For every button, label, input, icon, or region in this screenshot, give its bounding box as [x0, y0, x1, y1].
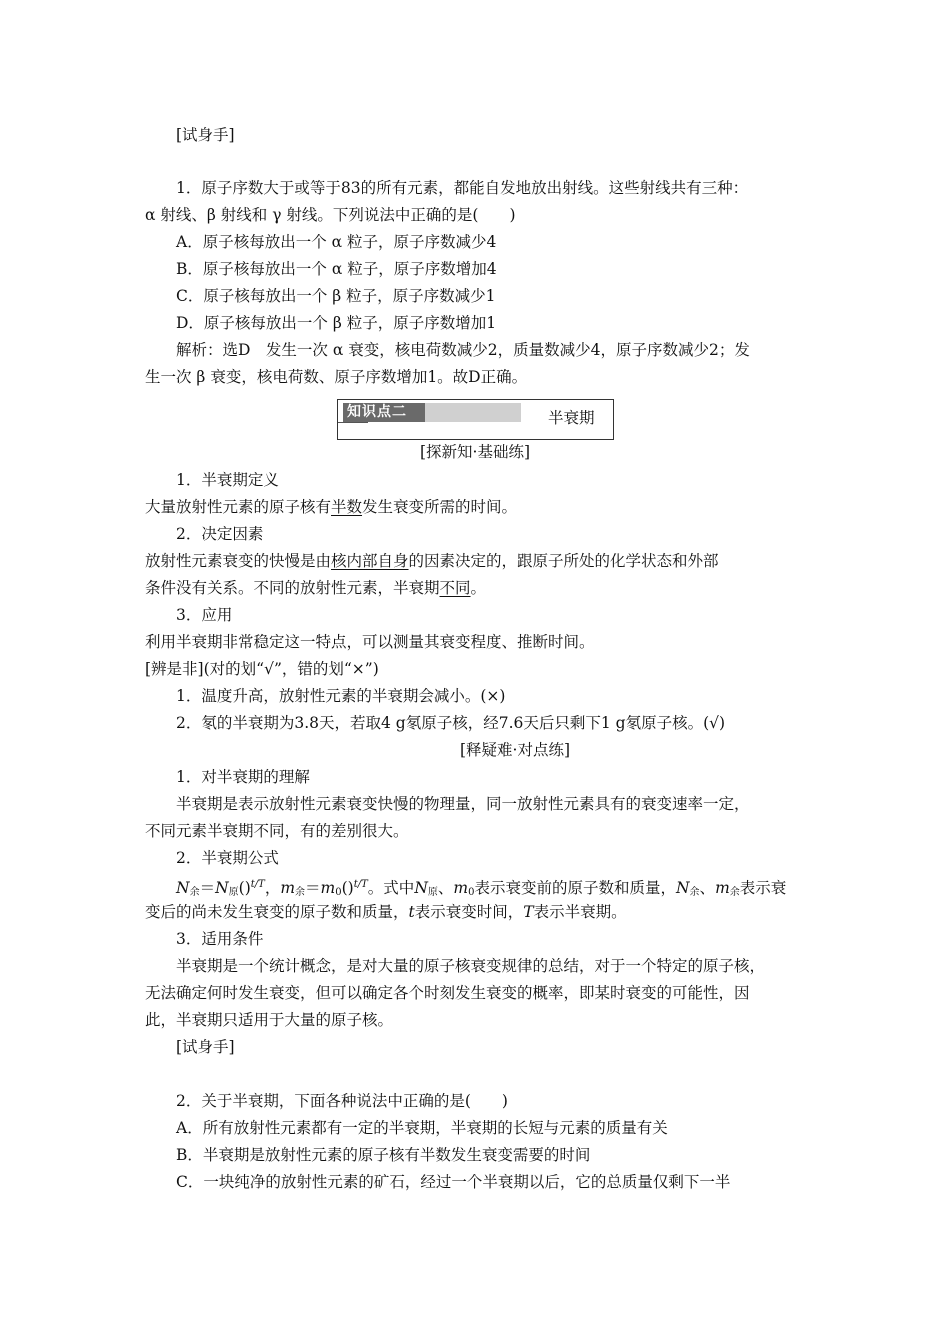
- section-label: [试身手]: [176, 126, 235, 144]
- option-a: A．原子核每放出一个 α 粒子，原子序数减少4: [176, 233, 497, 251]
- judgement-2: 2．氡的半衰期为3.8天，若取4 g氡原子核，经7.6天后只剩下1 g氡原子核。(√): [176, 714, 726, 732]
- paragraph-cont: 此，半衰期只适用于大量的原子核。: [145, 1011, 394, 1029]
- tag-pointer: [338, 422, 368, 423]
- judgement-1: 1．温度升高，放射性元素的半衰期会减小。(×): [176, 687, 506, 705]
- option-b: B．半衰期是放射性元素的原子核有半数发生衰变需要的时间: [176, 1146, 591, 1164]
- formula-explanation: 变后的尚未发生衰变的原子数和质量，t表示衰变时间，T表示半衰期。: [145, 903, 627, 921]
- underlined-term: 半数: [331, 498, 363, 516]
- section-label: [辨是非](对的划“√”，错的划“×”): [145, 660, 379, 678]
- question-1-stem-cont: α 射线、β 射线和 γ 射线。下列说法中正确的是( ): [145, 206, 516, 224]
- subsection-heading: [探新知·基础练]: [419, 443, 531, 461]
- option-b: B．原子核每放出一个 α 粒子，原子序数增加4: [176, 260, 497, 278]
- paragraph: 大量放射性元素的原子核有半数发生衰变所需的时间。: [145, 498, 518, 516]
- item-heading: 3．应用: [176, 606, 233, 624]
- option-d: D．原子核每放出一个 β 粒子，原子序数增加1: [176, 314, 497, 332]
- underlined-term: 不同: [439, 579, 471, 597]
- explanation: 解析：选D 发生一次 α 衰变，核电荷数减少2，质量数减少4，原子序数减少2；发: [176, 341, 750, 359]
- question-2-stem: 2．关于半衰期，下面各种说法中正确的是( ): [176, 1092, 508, 1110]
- paragraph: 利用半衰期非常稳定这一特点，可以测量其衰变程度、推断时间。: [145, 633, 595, 651]
- underlined-term: 核内部自身: [331, 552, 409, 570]
- item-heading: 2．半衰期公式: [176, 849, 279, 867]
- knowledge-title: 半衰期: [548, 409, 595, 427]
- option-c: C．一块纯净的放射性元素的矿石，经过一个半衰期以后，它的总质量仅剩下一半: [176, 1173, 731, 1191]
- option-c: C．原子核每放出一个 β 粒子，原子序数减少1: [176, 287, 496, 305]
- knowledge-tag: [343, 403, 521, 422]
- item-heading: 1．半衰期定义: [176, 471, 279, 489]
- option-a: A．所有放射性元素都有一定的半衰期，半衰期的长短与元素的质量有关: [176, 1119, 668, 1137]
- paragraph-cont: 不同元素半衰期不同，有的差别很大。: [145, 822, 409, 840]
- item-heading: 3．适用条件: [176, 930, 264, 948]
- paragraph: 放射性元素衰变的快慢是由核内部自身的因素决定的，跟原子所处的化学状态和外部: [145, 552, 719, 570]
- item-heading: 1．对半衰期的理解: [176, 768, 310, 786]
- question-1-stem: 1．原子序数大于或等于83的所有元素，都能自发地放出射线。这些射线共有三种：: [176, 179, 749, 197]
- section-label: [试身手]: [176, 1038, 235, 1056]
- knowledge-point-box: [337, 399, 614, 440]
- paragraph-cont: 无法确定何时发生衰变，但可以确定各个时刻发生衰变的概率，即某时衰变的可能性，因: [145, 984, 750, 1002]
- paragraph: 半衰期是表示放射性元素衰变快慢的物理量，同一放射性元素具有的衰变速率一定，: [176, 795, 750, 813]
- subsection-heading: [释疑难·对点练]: [459, 741, 571, 759]
- formula-line: $N_余=N_原()^{t/T}$，$m_余=m_0()^{t/T}$。式中$N_原$、$m_0$表示衰变前的原子数和质量，$N_余$、$m_余$表示衰: [176, 879, 787, 898]
- explanation-cont: 生一次 β 衰变，核电荷数、原子序数增加1。故D正确。: [145, 368, 528, 386]
- paragraph-cont: 条件没有关系。不同的放射性元素，半衰期不同。: [145, 579, 487, 597]
- item-heading: 2．决定因素: [176, 525, 264, 543]
- paragraph: 半衰期是一个统计概念，是对大量的原子核衰变规律的总结，对于一个特定的原子核，: [176, 957, 766, 975]
- knowledge-tag-label: 知识点二: [343, 403, 425, 422]
